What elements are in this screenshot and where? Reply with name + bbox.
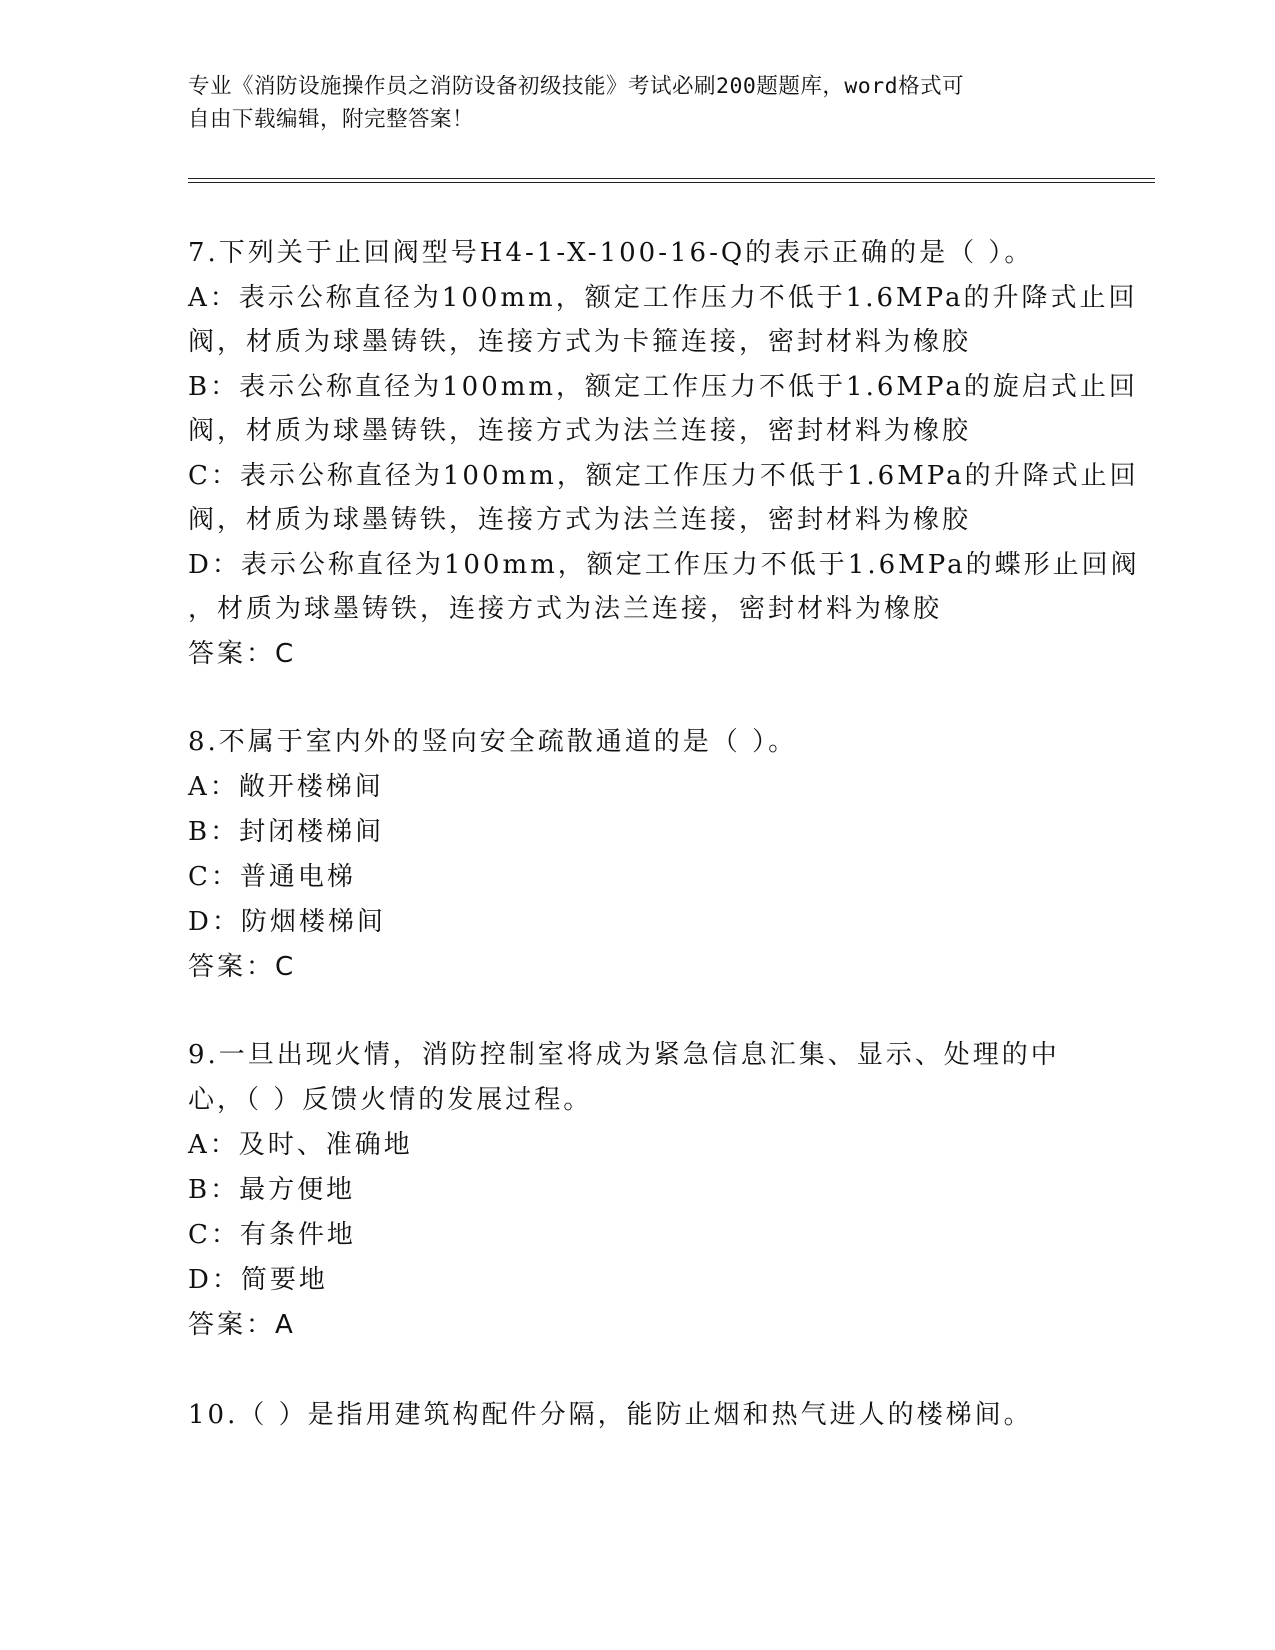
question-stem: 7.下列关于止回阀型号H4-1-X-100-16-Q的表示正确的是（ ）。 <box>188 238 1034 268</box>
question-option: B：最方便地 <box>188 1175 356 1205</box>
answer-label: 答案：C <box>188 952 297 982</box>
answer-label: 答案：A <box>188 1310 296 1340</box>
question-option: A：表示公称直径为100mm，额定工作压力不低于1.6MPa的升降式止回 <box>188 283 1138 313</box>
question-option: 阀，材质为球墨铸铁，连接方式为卡箍连接，密封材料为橡胶 <box>188 327 972 357</box>
question-option: 阀，材质为球墨铸铁，连接方式为法兰连接，密封材料为橡胶 <box>188 505 972 535</box>
question-option: D：表示公称直径为100mm，额定工作压力不低于1.6MPa的蝶形止回阀 <box>188 550 1140 580</box>
question-option: C：有条件地 <box>188 1220 356 1250</box>
answer-label: 答案：C <box>188 639 297 669</box>
question-stem: 心，（ ）反馈火情的发展过程。 <box>188 1085 593 1115</box>
question-option: C：表示公称直径为100mm，额定工作压力不低于1.6MPa的升降式止回 <box>188 461 1139 491</box>
question-option: ，材质为球墨铸铁，连接方式为法兰连接，密封材料为橡胶 <box>188 594 943 624</box>
question-stem: 8.不属于室内外的竖向安全疏散通道的是（ ）。 <box>188 727 798 757</box>
header-line-2: 自由下载编辑，附完整答案！ <box>188 107 475 132</box>
question-option: D：简要地 <box>188 1265 328 1295</box>
question-option: A：及时、准确地 <box>188 1130 413 1160</box>
question-option: D：防烟楼梯间 <box>188 907 386 937</box>
header-rule-bottom <box>188 182 1155 183</box>
question-option: B：表示公称直径为100mm，额定工作压力不低于1.6MPa的旋启式止回 <box>188 372 1138 402</box>
header-line-1: 专业《消防设施操作员之消防设备初级技能》考试必刷200题题库，word格式可 <box>188 74 965 99</box>
question-option: B：封闭楼梯间 <box>188 817 385 847</box>
header-rule-top <box>188 178 1155 179</box>
question-stem: 10.（ ）是指用建筑构配件分隔，能防止烟和热气进人的楼梯间。 <box>188 1400 1033 1430</box>
question-option: 阀，材质为球墨铸铁，连接方式为法兰连接，密封材料为橡胶 <box>188 416 972 446</box>
question-option: C：普通电梯 <box>188 862 356 892</box>
document-header <box>188 70 1088 136</box>
question-stem: 9.一旦出现火情，消防控制室将成为紧急信息汇集、显示、处理的中 <box>188 1040 1060 1070</box>
question-option: A：敞开楼梯间 <box>188 772 384 802</box>
